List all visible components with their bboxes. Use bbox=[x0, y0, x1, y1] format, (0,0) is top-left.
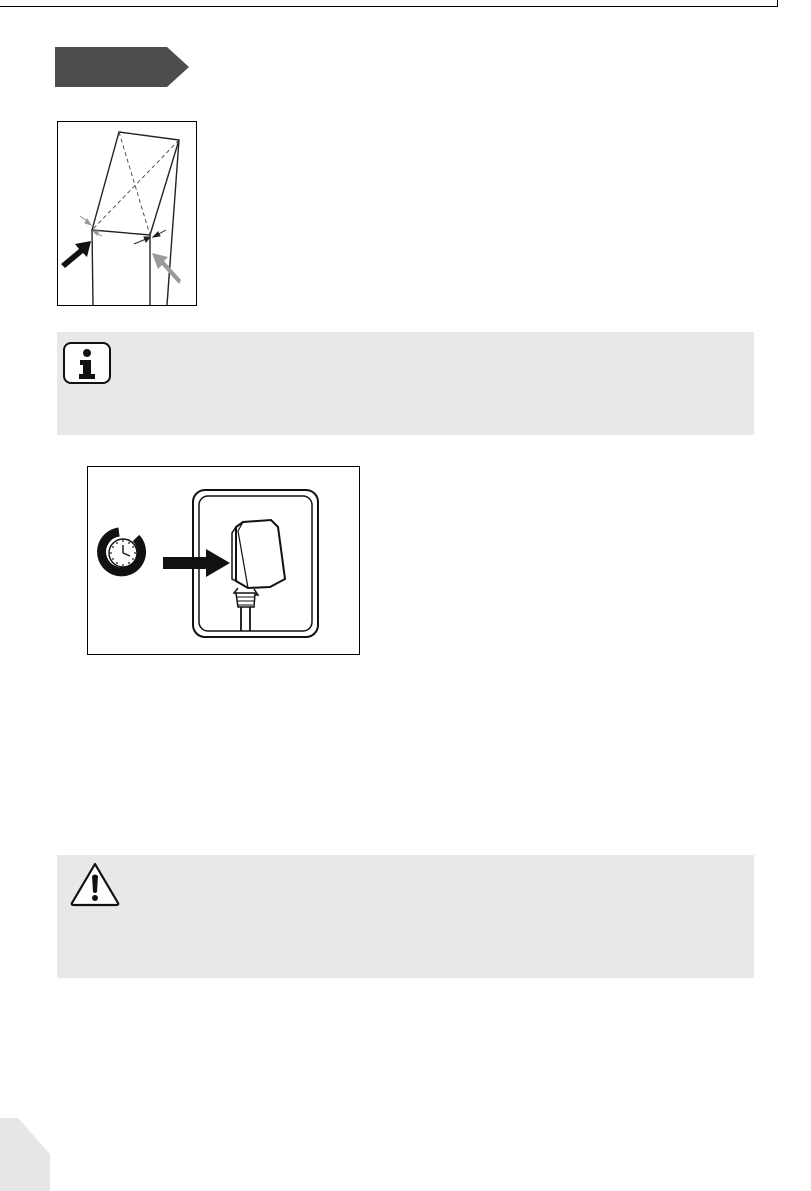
clock-icon bbox=[102, 532, 142, 572]
door-alignment-drawing bbox=[58, 122, 196, 305]
warning-notice-box bbox=[57, 855, 754, 978]
info-notice-box bbox=[57, 332, 754, 435]
top-rule bbox=[0, 6, 778, 7]
section-arrow-tab bbox=[55, 47, 190, 87]
arrow-tab-icon bbox=[55, 47, 190, 87]
plug-wait-drawing bbox=[88, 467, 359, 654]
door-alignment-diagram bbox=[57, 121, 197, 306]
plug-wait-diagram bbox=[87, 466, 360, 655]
info-icon bbox=[62, 341, 112, 385]
page-corner-tab bbox=[0, 1118, 50, 1191]
warning-triangle-icon bbox=[69, 861, 121, 907]
crop-mark bbox=[777, 0, 778, 7]
